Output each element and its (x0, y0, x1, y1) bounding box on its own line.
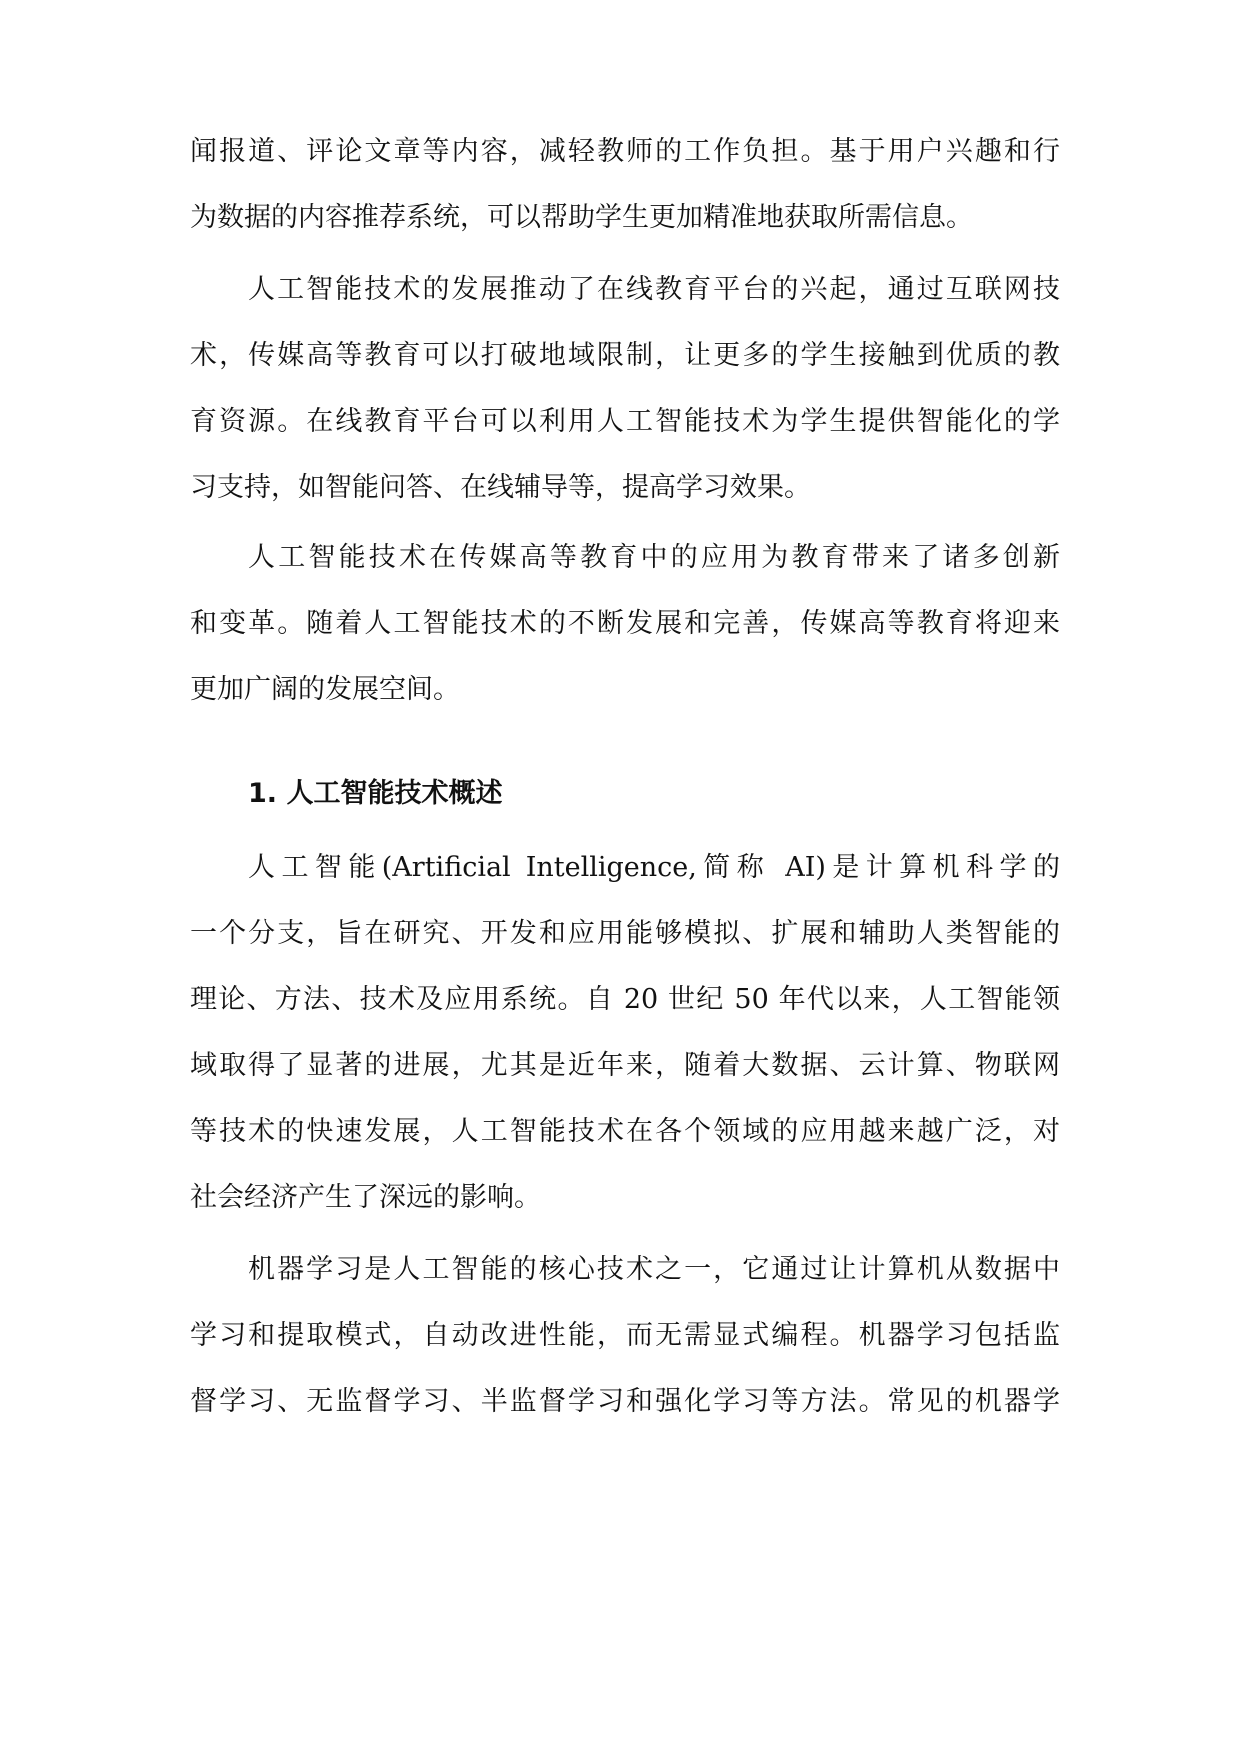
body-text-line: 习支持，如智能问答、在线辅导等，提高学习效果。 (190, 472, 811, 503)
paragraph-first-line: 人工智能技术在传媒高等教育中的应用为教育带来了诸多创新 (248, 542, 1060, 573)
paragraph-first-line: 机器学习是人工智能的核心技术之一，它通过让计算机从数据中 (248, 1254, 1060, 1285)
body-text-line: 和变革。随着人工智能技术的不断发展和完善，传媒高等教育将迎来 (190, 608, 1060, 639)
body-text-line: 为数据的内容推荐系统，可以帮助学生更加精准地获取所需信息。 (190, 202, 973, 233)
body-text-line: 术，传媒高等教育可以打破地域限制，让更多的学生接触到优质的教 (190, 340, 1060, 371)
section-heading: 1. 人工智能技术概述 (248, 778, 503, 809)
body-text-line: 更加广阔的发展空间。 (190, 674, 460, 705)
body-text-line: 学习和提取模式，自动改进性能，而无需显式编程。机器学习包括监 (190, 1320, 1060, 1351)
body-text-line: 等技术的快速发展，人工智能技术在各个领域的应用越来越广泛，对 (190, 1116, 1060, 1147)
body-text-line: 域取得了显著的进展，尤其是近年来，随着大数据、云计算、物联网 (190, 1050, 1060, 1081)
body-text-line: 督学习、无监督学习、半监督学习和强化学习等方法。常见的机器学 (190, 1386, 1060, 1417)
body-text-line: 理论、方法、技术及应用系统。自 20 世纪 50 年代以来，人工智能领 (190, 984, 1060, 1015)
body-text-line: 一个分支，旨在研究、开发和应用能够模拟、扩展和辅助人类智能的 (190, 918, 1060, 949)
paragraph-first-line: 人工智能技术的发展推动了在线教育平台的兴起，通过互联网技 (248, 274, 1060, 305)
body-text-line: 社会经济产生了深远的影响。 (190, 1182, 541, 1213)
body-text-line: 闻报道、评论文章等内容，减轻教师的工作负担。基于用户兴趣和行 (190, 136, 1060, 167)
body-text-line: 育资源。在线教育平台可以利用人工智能技术为学生提供智能化的学 (190, 406, 1060, 437)
paragraph-first-line: 人工智能(Artificial Intelligence,简称 AI)是计算机科学的 (248, 852, 1060, 883)
